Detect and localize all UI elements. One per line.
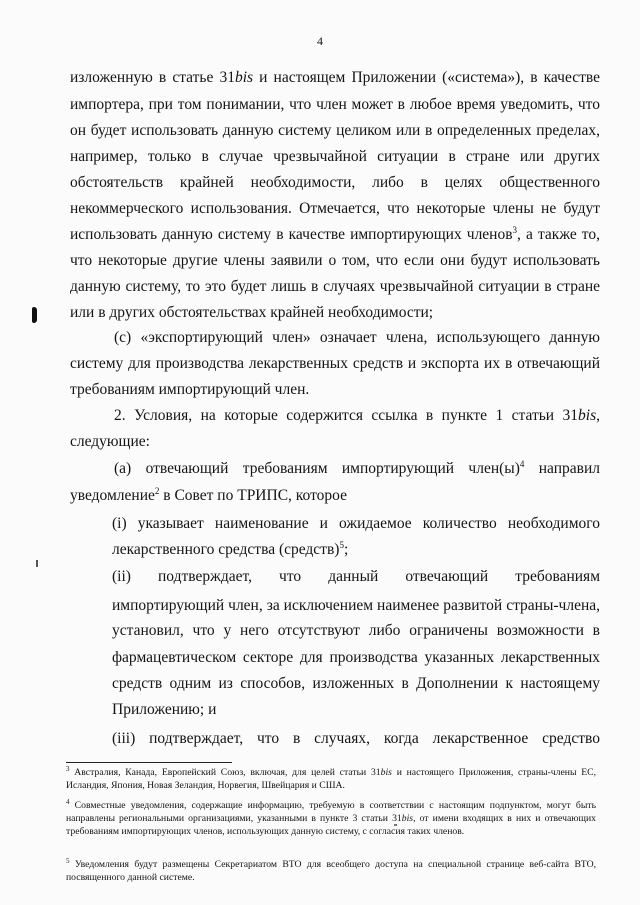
text-line: требованиям импортирующий член. [70,381,310,398]
text-line: или в других обстоятельствах крайней необходимости; [70,304,434,321]
footnote-5: $^5$ Уведомления будут размещены Секретариатом ВТО для всеобщего доступа на специальной странице веб-сайта ВТО, посвященного данной системе. [66,856,596,883]
text-line: систему для производства лекарственных средств и экспорта их в отвечающий [70,355,600,372]
text-line: данную систему, то это будет лишь в случаях чрезвычайной ситуации в стране [70,278,600,295]
footnote-ref: 5 [339,539,344,550]
text-line: (a) отвечающий требованиям импортирующий $член(ы)^4$ направил [114,458,600,477]
text-line: (iii) подтверждает, что в случаях, когда лекарственное средство [112,730,600,747]
scan-speck [394,824,397,826]
text-line: некоммерческого использования. Отмечается, что некоторые члены не будут [70,200,600,217]
text-line: (c) «экспортирующий член» означает члена, использующего данную [114,329,600,346]
footnote-3: $^3$ Австралия, Канада, Европейский Союз, включая, для целей статьи 31bis и настоящего Приложения, страны-члены ЕС, Исландия, Япония, Новая Зеландия, Норвегия, Швейцария и США. [66,764,597,791]
footnote-4: $^4$ Совместные уведомления, содержащие информацию, требуемую в соответствии с настоящим подпунктом, могут быть направлены региональными организациями, указанными в пункте 3 статьи 31bis, от имени входящих в них и отвечающих требованиям импортирующих членов, использующих данную систему, с согласия таких членов. [66,797,597,837]
text-line: использовать данную систему в качестве импортирующих членов$^3$, а также то, [70,224,600,243]
text-line: фармацевтическом секторе для производства указанных лекарственных [112,649,600,666]
text-line: (ii) подтверждает, что данный отвечающий требованиям [112,568,600,585]
footnote-ref: 2 [154,485,160,496]
text-line: средств одним из способов, изложенных в Дополнении к настоящему [112,675,600,692]
text-line: обстоятельств крайней необходимости, либо в целях общественного [70,174,600,191]
text-line: что некоторые другие члены заявили о том, что если они будут использовать [70,252,600,269]
text-line: он будет использовать данную систему целиком или в определенных пределах, [70,122,600,139]
text-line: (i) указывает наименование и ожидаемое количество необходимого [112,515,600,532]
margin-dot [36,560,38,567]
text-line: изложенную в статье 31bis и настоящем Приложении («система»), в качестве [70,69,600,86]
footnote-separator [66,762,232,763]
text-line: Приложению; и [112,701,217,718]
text-line: импортирующий член, за исключением наименее развитой страны-члена, [112,597,600,614]
text-line: лекарственного средства (средств)$^5$; [112,539,349,558]
text-line: импортера, при том понимании, что член может в любое время уведомить, что [70,96,600,113]
margin-mark [32,307,37,323]
text-line: уведомление$^2$ в Совет по ТРИПС, которое [70,485,347,504]
page-number: 4 [317,34,323,48]
footnote-ref: 3 [512,224,518,235]
text-line: 2. Условия, на которые содержится ссылка в пункте 1 статьи 31bis, [114,407,600,424]
text-line: например, только в случае чрезвычайной ситуации в стране или других [70,148,600,165]
text-line: следующие: [70,433,150,450]
text-line: установил, что у него отсутствуют либо ограничены возможности в [112,622,600,639]
footnote-ref: 4 [519,458,525,469]
